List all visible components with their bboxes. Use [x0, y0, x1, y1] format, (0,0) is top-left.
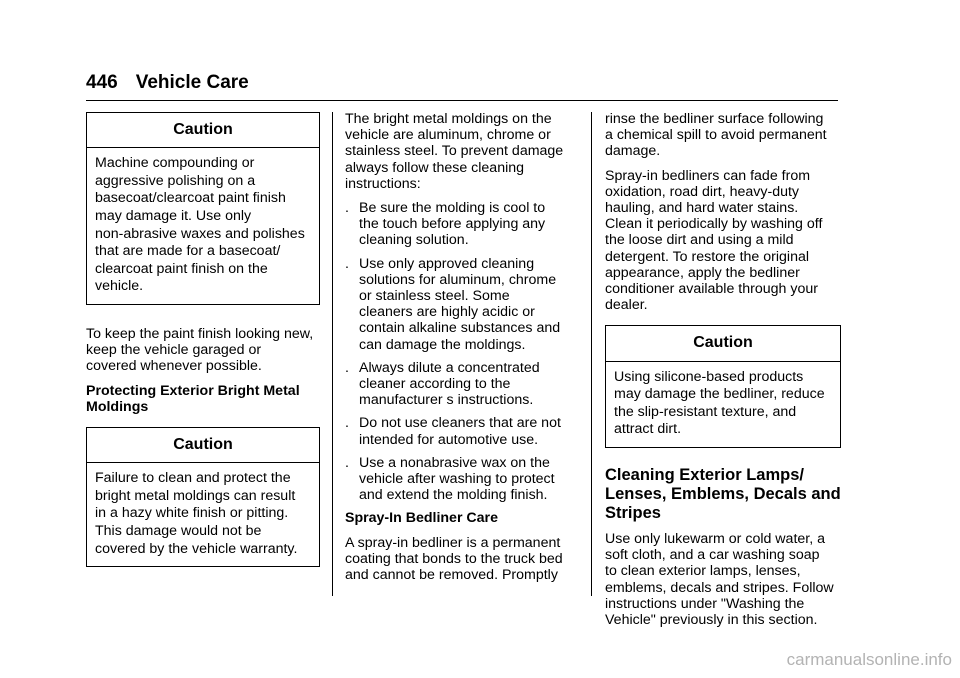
caution-box [86, 112, 320, 305]
bullet-list [345, 200, 581, 503]
bullet-marker: . [345, 200, 349, 217]
page-title: Vehicle Care [135, 72, 249, 93]
paragraph: rinse the bedliner surface following a chemical spill to avoid permanent damage. [605, 111, 827, 160]
paragraph: Spray-in bedliners can fade from oxidation, road dirt, heavy-duty hauling, and hard water stains. Clean it periodically by washing off the loose dirt and using a mild detergent. To restore the original appearance, apply the bedliner conditioner available through your dealer. [605, 167, 823, 314]
watermark: carmanualsonline.info [786, 650, 952, 669]
column-divider [591, 112, 592, 596]
caution-text [606, 362, 840, 447]
paragraph: To keep the paint finish looking new, keep the vehicle garaged or covered whenever possible. [86, 325, 314, 375]
caution-text [87, 148, 319, 304]
text-line: Machine compounding or [95, 155, 255, 172]
caution-title: Caution [87, 428, 319, 463]
list-item: . Do not use cleaners that are not intended for automotive use. [345, 415, 561, 448]
bullet-marker: . [345, 454, 349, 471]
paragraph: Use only lukewarm or cold water, a soft cloth, and a car washing soap to clean exterior lamps, lenses, emblems, decals and stripes. Follow instructions under "Washing the Vehicle" previously in this section. [605, 531, 834, 629]
text-line: may damage it. Use only [95, 207, 252, 224]
paragraph: A spray-in bedliner is a permanent coating that bonds to the truck bed and cannot be removed. Promptly [345, 534, 563, 584]
text-line: covered by the vehicle warranty. [95, 540, 298, 557]
page-header [86, 72, 249, 94]
list-item: . Use only approved cleaning solutions for aluminum, chrome or stainless steel. Some cleaners are highly acidic or contain alkaline substances and can damage the moldings. [345, 255, 561, 353]
text-line: may damage the bedliner, reduce [614, 386, 825, 403]
column-divider [332, 112, 333, 596]
text-line: attract dirt. [614, 421, 682, 438]
list-item: . Be sure the molding is cool to the touch before applying any cleaning solution. [345, 200, 546, 249]
text-line: basecoat/clearcoat paint finish [95, 190, 286, 207]
text-line: clearcoat paint finish on the [95, 260, 268, 277]
subheading: Spray-In Bedliner Care [345, 510, 498, 527]
bullet-marker: . [345, 359, 349, 376]
section-heading: Cleaning Exterior Lamps/ Lenses, Emblems, Decals and Stripes [605, 466, 841, 523]
caution-text [87, 463, 319, 566]
text-line: bright metal moldings can result [95, 487, 296, 504]
paragraph: The bright metal moldings on the vehicle are aluminum, chrome or stainless steel. To prevent damage always follow these cleaning instructions: [345, 111, 564, 192]
text-line: the slip-resistant texture, and [614, 403, 797, 420]
bullet-marker: . [345, 255, 349, 272]
text-line: This damage would not be [95, 522, 262, 539]
column-2 [345, 111, 581, 591]
column-3 [605, 111, 841, 636]
caution-box [86, 427, 320, 567]
list-item: . Use a nonabrasive wax on the vehicle after washing to protect and extend the molding finish. [345, 454, 555, 504]
text-line: Using silicone-based products [614, 368, 804, 385]
list-item: . Always dilute a concentrated cleaner according to the manufacturer s instructions. [345, 359, 540, 409]
text-line: in a hazy white finish or pitting. [95, 505, 289, 522]
column-1 [86, 112, 320, 567]
text-line: vehicle. [95, 278, 144, 295]
page-number: 446 [86, 72, 118, 93]
subheading: Protecting Exterior Bright Metal Moldings [86, 382, 300, 415]
text-line: Failure to clean and protect the [95, 470, 291, 487]
bullet-marker: . [345, 415, 349, 432]
caution-box [605, 325, 841, 448]
caution-title: Caution [606, 326, 840, 361]
text-line: that are made for a basecoat/ [95, 243, 281, 260]
text-line: non-abrasive waxes and polishes [95, 225, 305, 242]
text-line: aggressive polishing on a [95, 172, 256, 189]
caution-title: Caution [87, 113, 319, 148]
header-rule [86, 100, 838, 101]
